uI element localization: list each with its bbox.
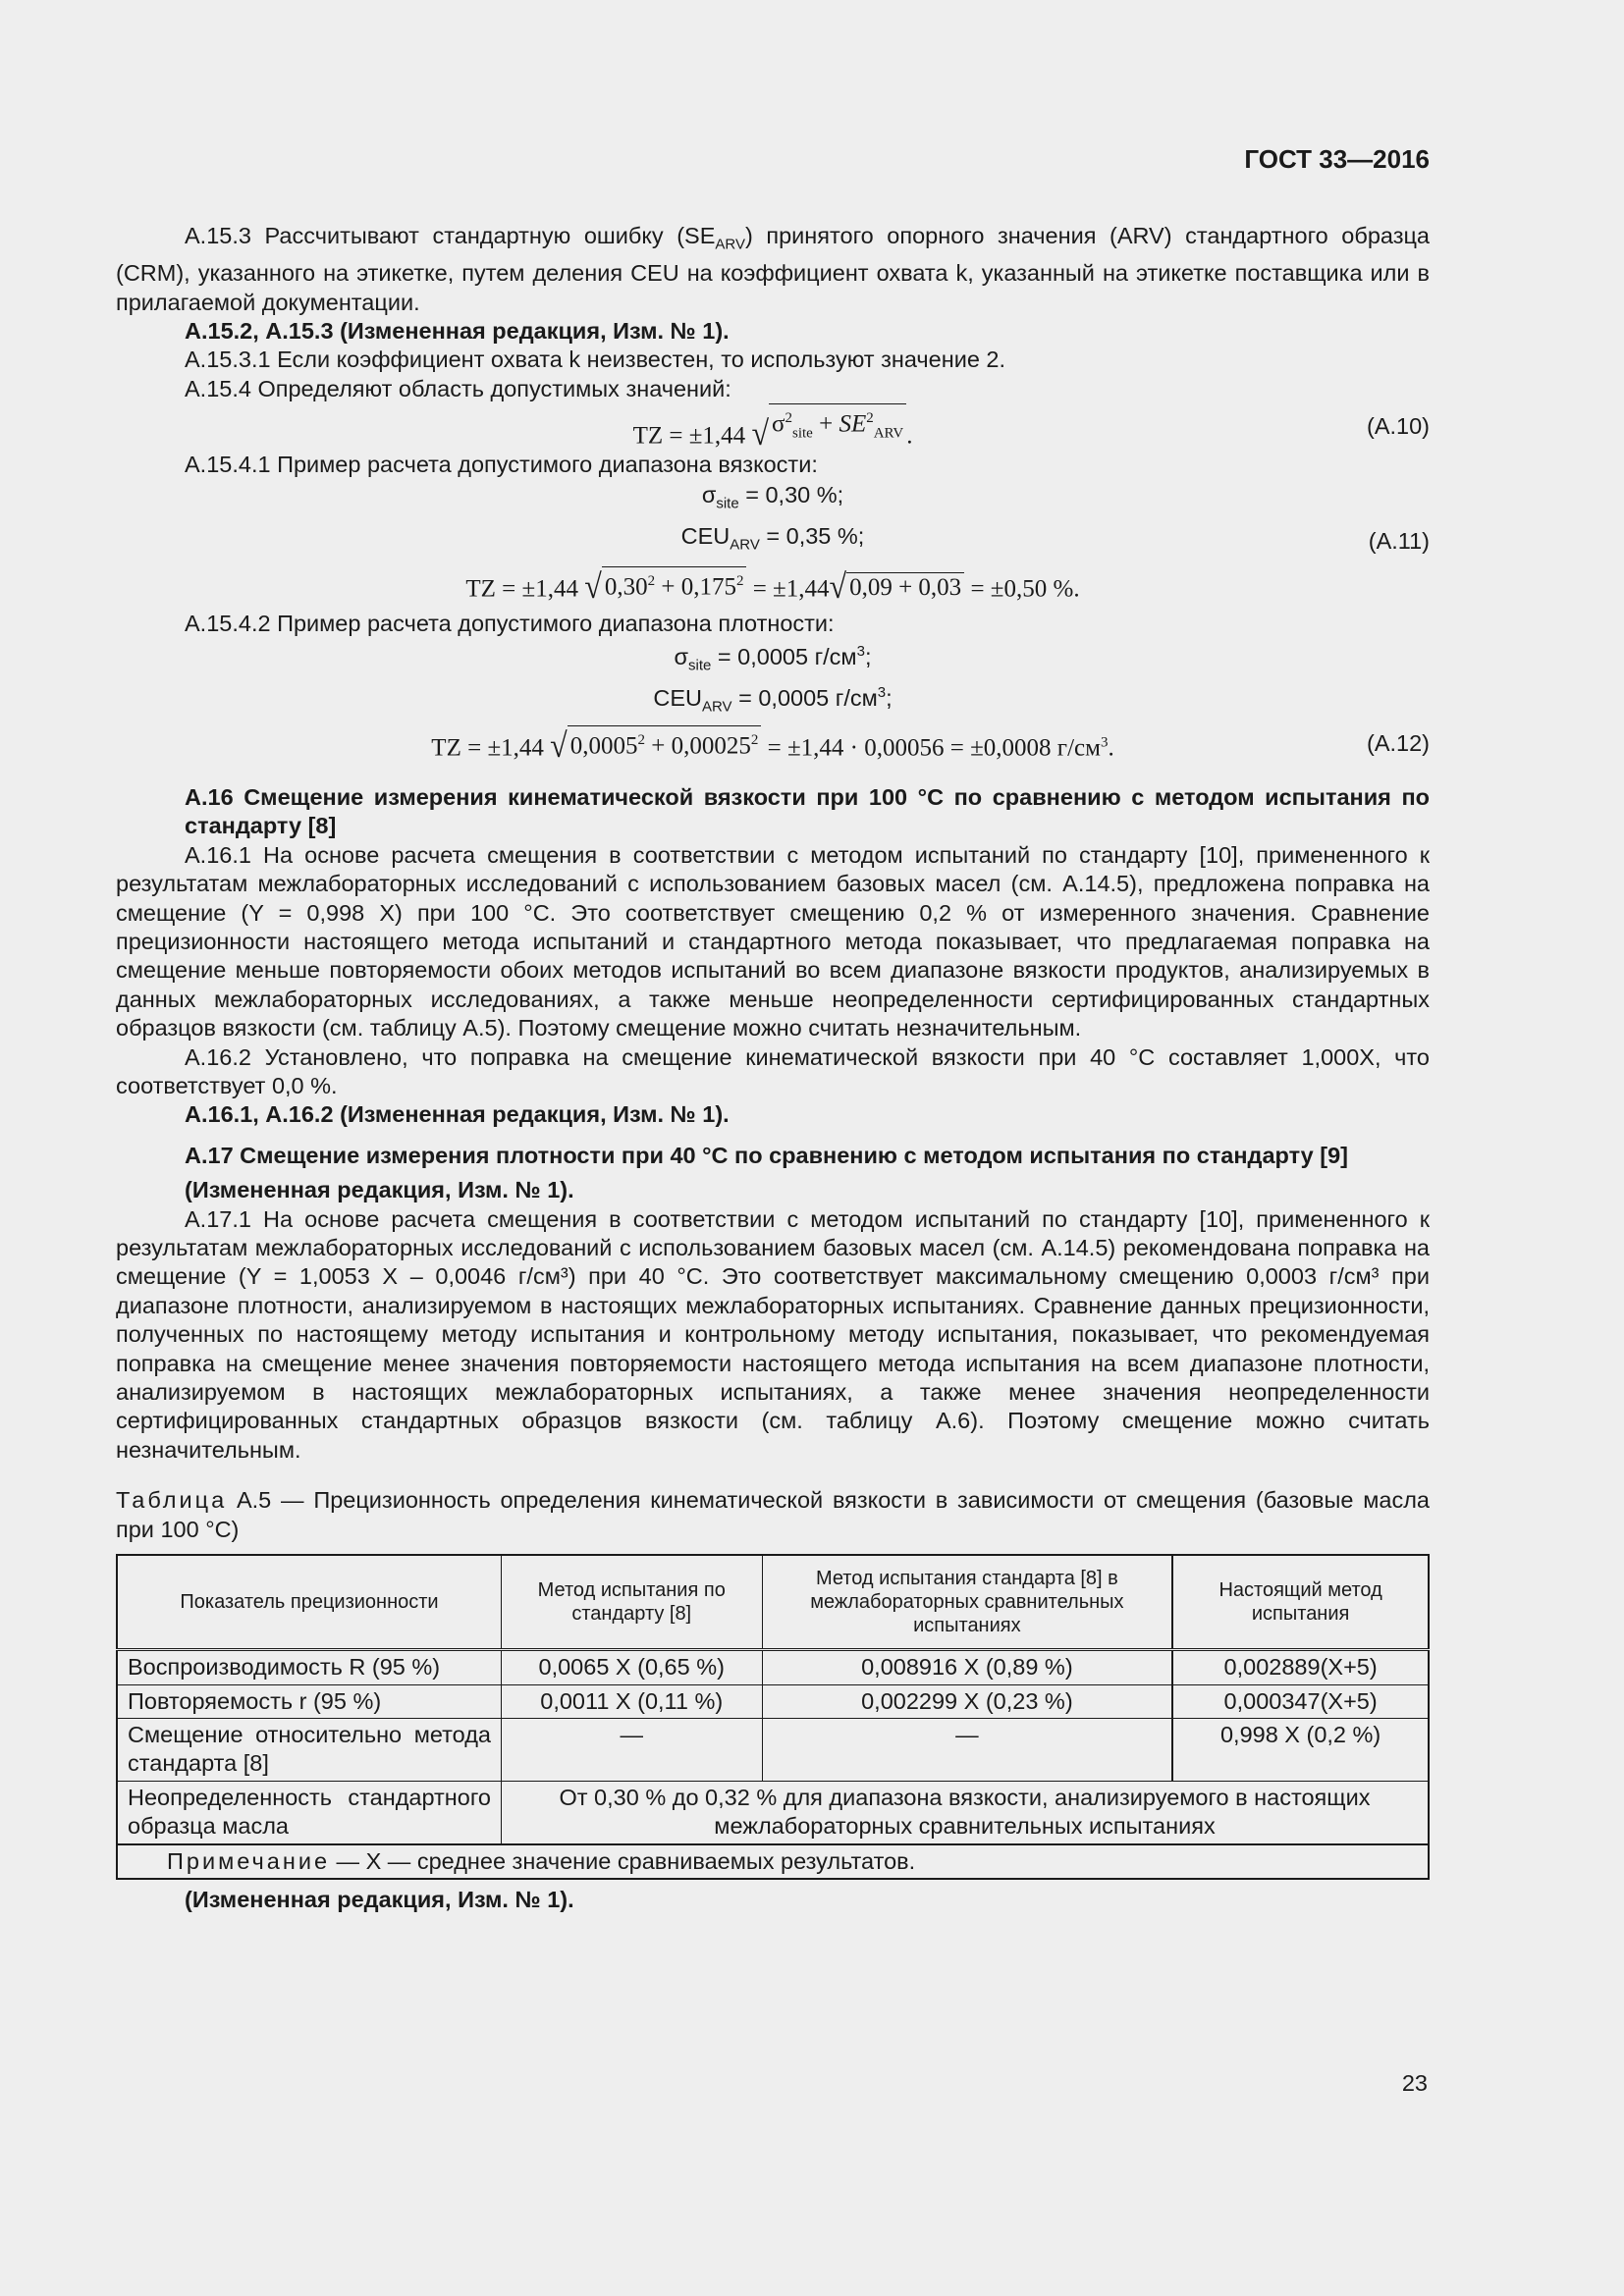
eq-a11-lhs: TZ = ±1,44 xyxy=(465,576,579,604)
edit-note-a15: А.15.2, А.15.3 (Измененная редакция, Изм. № 1). xyxy=(185,317,730,344)
eq-a10-radicand xyxy=(769,403,906,449)
eq-a12-lhs: TZ = ±1,44 xyxy=(431,734,544,762)
note-text: — X — среднее значение сравниваемых результатов. xyxy=(330,1847,916,1874)
table-row xyxy=(117,1650,1429,1684)
eq-a12-rhs: = ±1,44 · 0,00056 = ±0,0008 г/см xyxy=(761,734,1101,762)
cell-std8: — xyxy=(501,1718,762,1781)
cell-interlab: 0,008916 X (0,89 %) xyxy=(762,1650,1172,1684)
table-caption-text: А.5 — Прецизионность определения кинематической вязкости в зависимости от смещения (базовые масла при 100 °С) xyxy=(116,1487,1430,1542)
eq-a10-plus: + xyxy=(812,410,839,438)
semicolon: ; xyxy=(886,684,893,711)
cell-indicator: Смещение относительно метода стандарта [8] xyxy=(117,1718,501,1781)
eq-a12-sigma xyxy=(116,638,1430,679)
content xyxy=(116,222,1430,1914)
table-a5 xyxy=(116,1554,1430,1880)
cell-indicator: Воспроизводимость R (95 %) xyxy=(117,1650,501,1684)
eq-a12-ceu xyxy=(116,679,1430,721)
heading-a16: А.16 Смещение измерения кинематической вязкости при 100 °С по сравнению с методом испытания по стандарту [8] xyxy=(185,783,1430,839)
radical-icon: √ xyxy=(584,566,602,606)
para-a15-4: А.15.4 Определяют область допустимых значений: xyxy=(185,375,731,401)
eq-a11-sup2: 2 xyxy=(735,573,744,590)
eq-a12-number: (А.12) xyxy=(1367,730,1430,757)
eq-a11-rhs: = ±0,50 %. xyxy=(964,576,1080,604)
eq-a12-sup: 2 xyxy=(637,731,645,748)
arv-sub: ARV xyxy=(730,537,760,555)
site-sub: site xyxy=(688,657,712,674)
radical-icon: √ xyxy=(550,724,568,765)
eq-a10-arv: ARV xyxy=(873,425,904,442)
doc-id-header: ГОСТ 33—2016 xyxy=(1244,144,1430,174)
para-a15-4-1: А.15.4.1 Пример расчета допустимого диапазона вязкости: xyxy=(185,452,818,478)
eq-a11-ceu xyxy=(116,521,1430,562)
eq-a12-tz xyxy=(116,721,1430,768)
sigma-symbol: σ xyxy=(674,643,689,669)
eq-a12-plus: + xyxy=(644,732,672,760)
eq-a12-radicand xyxy=(568,725,762,761)
para-a15-3-rest: ) принятого опорного значения (ARV) стандартного образца (CRM), указанного на этикетке, путем деления CEU на коэффициент охвата k, указанный на этикетке поставщика или в прилагаемой документации. xyxy=(116,223,1430,315)
table-a5-caption xyxy=(116,1486,1430,1544)
eq-a12-sqrt xyxy=(550,724,761,765)
note-label: Примечание xyxy=(167,1847,331,1874)
eq-a12-cube: 3 xyxy=(1100,734,1109,751)
sigma-value: = 0,30 %; xyxy=(738,482,844,508)
eq-a10-tail: . xyxy=(906,422,913,450)
para-a17-1: А.17.1 На основе расчета смещения в соответствии с методом испытаний по стандарту [10], примененного к результатам межлабораторных исследований с использованием базовых масел (см. А.14.5) рекомендована поправка на смещение (Y = 1,0053 X – 0,0046 г/см³) при 40 °С. Это соответствует максимальному смещению 0,0003 г/см³ при диапазоне плотности, анализируемом в настоящих межлабораторных испытаниях. Сравнение данных прецизионности, полученных по настоящему методу испытания и контрольному методу испытания, показывает, что рекомендуемая поправка на смещение менее значения повторяемости настоящего метода испытания на всем диапазоне плотности, анализируемом в настоящих межлабораторных испытаниях, а также менее значения неопределенности сертифицированных стандартных образцов вязкости (см. таблицу А.6). Поэтому смещение можно считать незначительным. xyxy=(116,1205,1430,1463)
ceu-label: CEU xyxy=(680,523,731,550)
ceu-value: = 0,0005 г/см xyxy=(731,684,878,711)
edit-note-a17: (Измененная редакция, Изм. № 1). xyxy=(185,1177,574,1203)
para-a15-3-sub: ARV xyxy=(715,236,745,253)
eq-a11-sqrt1 xyxy=(584,566,746,606)
eq-a11-r3: 0,09 + 0,03 xyxy=(846,572,964,602)
cell-this: 0,000347(X+5) xyxy=(1172,1684,1429,1718)
sigma-value: = 0,0005 г/см xyxy=(711,643,857,669)
eq-a11-tz-body xyxy=(465,566,1079,604)
th-method-interlab: Метод испытания стандарта [8] в межлабораторных сравнительных испытаниях xyxy=(762,1555,1172,1650)
site-sub: site xyxy=(716,496,739,513)
eq-a11-sup: 2 xyxy=(647,573,656,590)
eq-a10-number: (А.10) xyxy=(1367,413,1430,440)
cell-uncert-label: Неопределенность стандартного образца масла xyxy=(117,1781,501,1843)
eq-a12-sup2: 2 xyxy=(750,731,759,748)
table-note xyxy=(117,1844,1429,1879)
para-a15-3-1: А.15.3.1 Если коэффициент охвата k неизвестен, то используют значение 2. xyxy=(185,347,1006,373)
cell-std8: 0,0011 X (0,11 %) xyxy=(501,1684,762,1718)
eq-a10-se: SE xyxy=(839,410,867,438)
edit-note-a16: А.16.1, А.16.2 (Измененная редакция, Изм. № 1). xyxy=(185,1101,730,1128)
eq-a11-sigma xyxy=(116,480,1430,521)
th-this-method: Настоящий метод испытания xyxy=(1172,1555,1429,1650)
eq-a11-plus: + xyxy=(655,573,681,601)
cell-interlab: — xyxy=(762,1718,1172,1781)
eq-a11-radicand1 xyxy=(602,566,747,602)
para-a16-1: А.16.1 На основе расчета смещения в соответствии с методом испытаний по стандарту [10], примененного к результатам межлабораторных исследований с использованием базовых масел (см. А.14.5), предложена поправка на смещение (Y = 0,998 X) при 100 °С. Это соответствует смещению 0,2 % от измеренного значения. Сравнение прецизионности настоящего метода испытаний и стандартного метода показывает, что предлагаемая поправка на смещение меньше повторяемости обоих методов испытаний во всем диапазоне вязкости продуктов, анализируемых в данных межлабораторных исследованиях, а также меньше неопределенности сертифицированных стандартных образцов вязкости (см. таблицу А.5). Поэтому смещение можно считать незначительным. xyxy=(116,841,1430,1041)
table-note-row xyxy=(117,1844,1429,1879)
table-header-row xyxy=(117,1555,1429,1650)
radical-icon: √ xyxy=(751,412,769,453)
cell-this: 0,998 X (0,2 %) xyxy=(1172,1718,1429,1781)
cell-uncert-value: От 0,30 % до 0,32 % для диапазона вязкости, анализируемого в настоящих межлабораторных сравнительных испытаниях xyxy=(501,1781,1429,1843)
eq-a10-sigma: σ xyxy=(772,410,785,438)
radical-icon: √ xyxy=(829,566,847,606)
eq-a11-tz xyxy=(116,562,1430,610)
th-indicator: Показатель прецизионности xyxy=(117,1555,501,1650)
equation-a10 xyxy=(116,403,1430,451)
para-a15-4-2: А.15.4.2 Пример расчета допустимого диапазона плотности: xyxy=(185,610,835,636)
eq-a11-sqrt2 xyxy=(829,566,965,606)
eq-a11-r1: 0,30 xyxy=(604,573,648,601)
sigma-symbol: σ xyxy=(701,482,717,508)
eq-a11-number: (А.11) xyxy=(1368,527,1430,554)
ceu-label: CEU xyxy=(653,684,702,711)
cell-std8: 0,0065 X (0,65 %) xyxy=(501,1650,762,1684)
cell-indicator: Повторяемость r (95 %) xyxy=(117,1684,501,1718)
cell-interlab: 0,002299 X (0,23 %) xyxy=(762,1684,1172,1718)
eq-a10-lhs: TZ = ±1,44 xyxy=(632,422,746,450)
eq-a10-sqrt xyxy=(751,403,906,453)
table-row xyxy=(117,1718,1429,1781)
cube-sup: 3 xyxy=(877,683,887,701)
edit-note-table: (Измененная редакция, Изм. № 1). xyxy=(185,1886,574,1912)
cell-this: 0,002889(X+5) xyxy=(1172,1650,1429,1684)
eq-a12-tail: . xyxy=(1108,734,1114,762)
para-a15-3 xyxy=(116,222,1430,317)
eq-a11-r2: 0,175 xyxy=(680,573,736,601)
eq-a12-r2: 0,00025 xyxy=(671,732,751,760)
table-caption-label: Таблица xyxy=(116,1487,228,1514)
eq-a11-mid: = ±1,44 xyxy=(746,576,830,604)
th-method-std8: Метод испытания по стандарту [8] xyxy=(501,1555,762,1650)
table-row xyxy=(117,1684,1429,1718)
table-row-uncertainty xyxy=(117,1781,1429,1843)
eq-a12-tz-body xyxy=(431,725,1113,763)
arv-sub: ARV xyxy=(701,698,732,716)
para-a15-3-start: А.15.3 Рассчитывают стандартную ошибку (SE xyxy=(185,223,716,248)
para-a16-2: А.16.2 Установлено, что поправка на смещение кинематической вязкости при 40 °С составляет 1,000X, что соответствует 0,0 %. xyxy=(116,1043,1430,1098)
eq-a10-sup2: 2 xyxy=(866,410,874,427)
heading-a17: А.17 Смещение измерения плотности при 40 °С по сравнению с методом испытания по стандарту [9] xyxy=(185,1142,1348,1168)
eq-a10-body xyxy=(633,403,913,451)
eq-a12-r1: 0,0005 xyxy=(569,732,638,760)
cube-sup: 3 xyxy=(856,642,865,660)
page-number: 23 xyxy=(1401,2070,1428,2096)
semicolon: ; xyxy=(864,643,872,669)
eq-a10-sup: 2 xyxy=(785,410,792,427)
ceu-value: = 0,35 %; xyxy=(759,523,865,550)
eq-a10-site: site xyxy=(791,425,813,442)
